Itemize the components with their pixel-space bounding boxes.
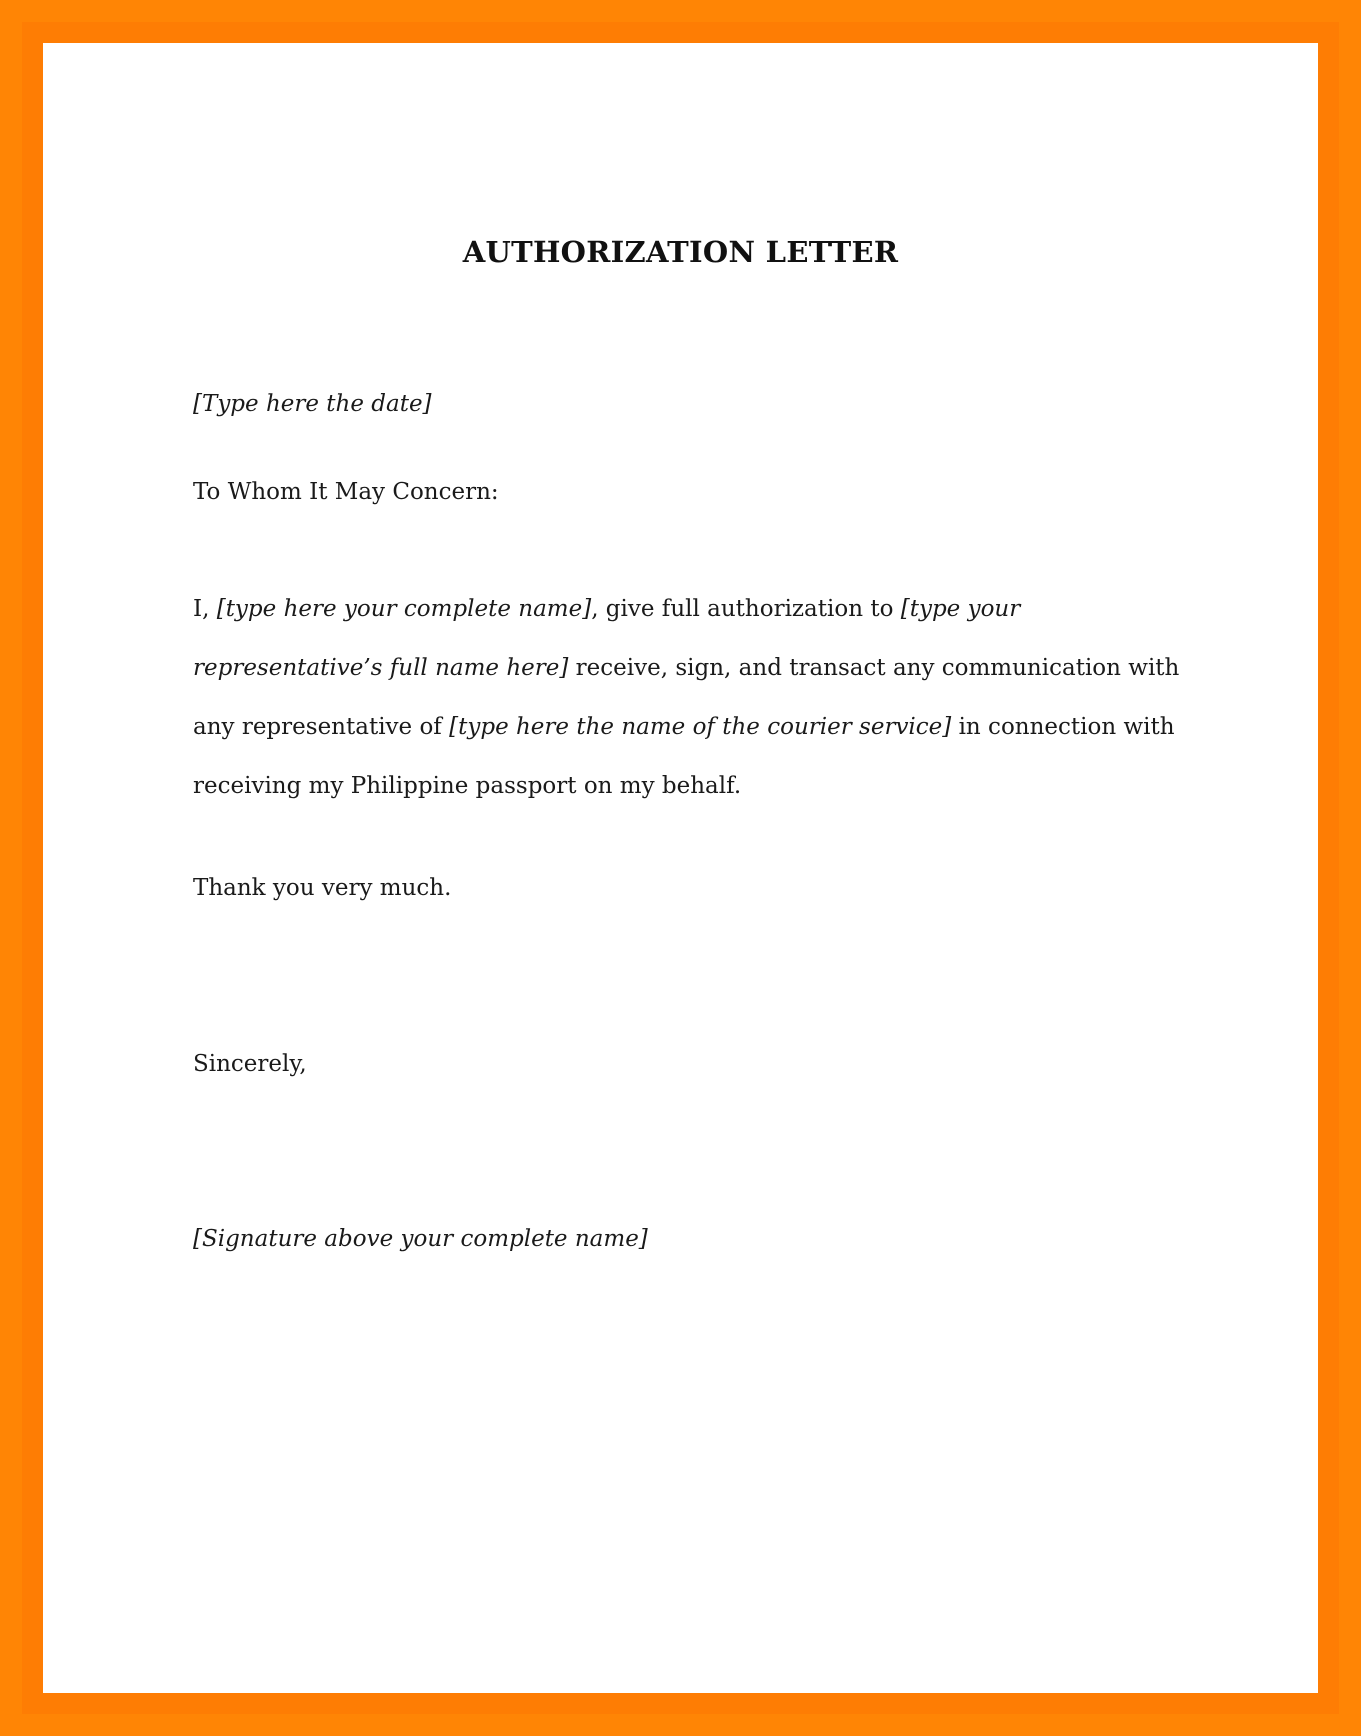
body-part-4: in connection with receiving my Philippine passport on my behalf. [193, 714, 1175, 799]
letter-page [43, 43, 1318, 1693]
name-placeholder: [type here your complete name] [216, 596, 592, 622]
date-placeholder: [Type here the date] [193, 391, 432, 417]
courier-placeholder: [type here the name of the courier service] [449, 714, 952, 740]
salutation: To Whom It May Concern: [193, 479, 499, 505]
letter-title: AUTHORIZATION LETTER [462, 235, 899, 269]
body-intro: I, [193, 596, 217, 622]
representative-placeholder: [type your representative’s full name here] [193, 596, 1021, 681]
thanks-line: Thank you very much. [193, 875, 452, 901]
signature-placeholder: [Signature above your complete name] [193, 1226, 648, 1252]
letter-body [193, 580, 1203, 816]
body-part-3: receive, sign, and transact any communication with any representative of [193, 655, 1180, 740]
body-part-2: , give full authorization to [591, 596, 901, 622]
closing-line: Sincerely, [193, 1051, 307, 1077]
